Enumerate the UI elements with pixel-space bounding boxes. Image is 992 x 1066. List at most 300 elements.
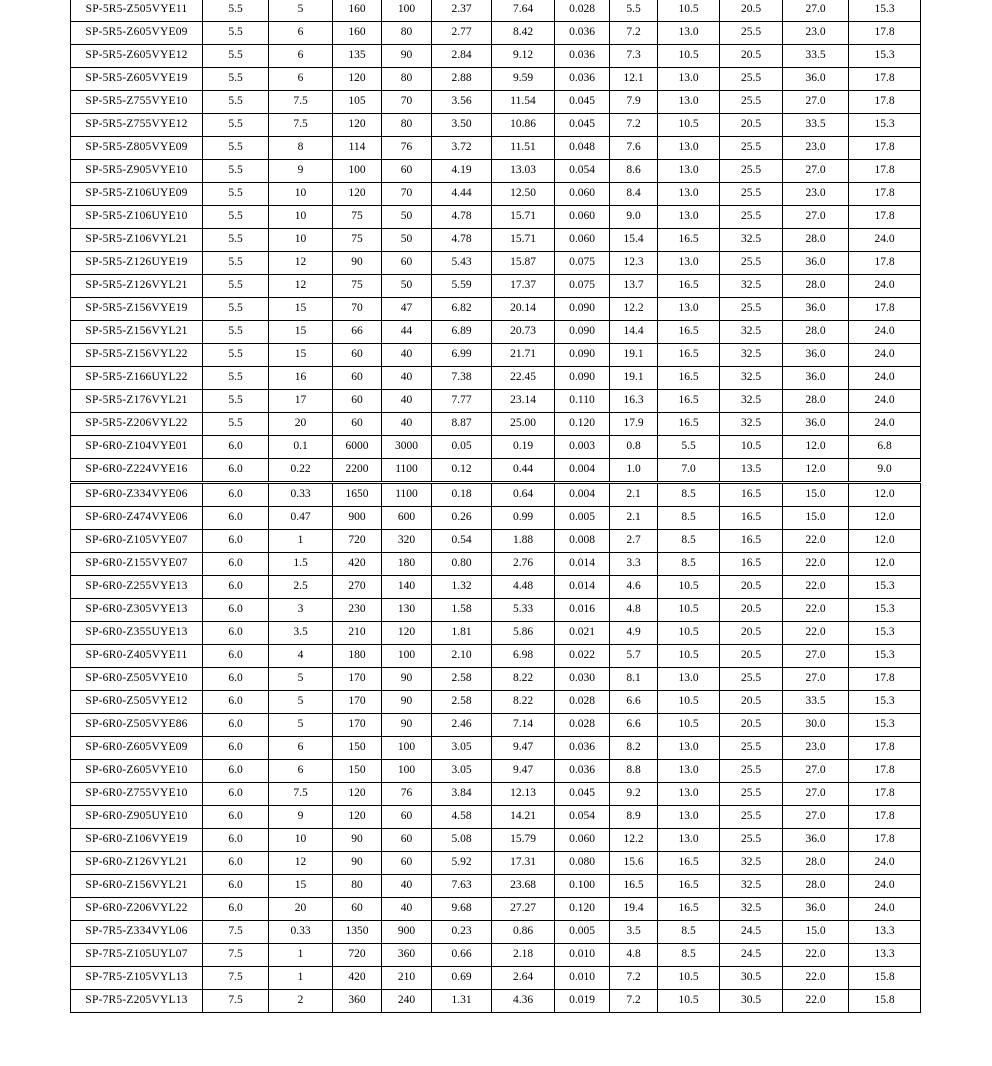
value-cell: 0.060 [555, 206, 610, 229]
value-cell: 20 [269, 898, 333, 921]
value-cell: 60 [333, 390, 382, 413]
value-cell: 17.8 [849, 206, 921, 229]
table-row [71, 829, 921, 852]
value-cell: 15.3 [849, 599, 921, 622]
value-cell: 0.8 [610, 436, 658, 459]
value-cell: 15.3 [849, 45, 921, 68]
value-cell: 3.56 [432, 91, 492, 114]
value-cell: 11.54 [492, 91, 555, 114]
value-cell: 0.86 [492, 921, 555, 944]
value-cell: 7.6 [610, 137, 658, 160]
value-cell: 420 [333, 967, 382, 990]
value-cell: 0.060 [555, 183, 610, 206]
value-cell: 15.0 [783, 921, 849, 944]
value-cell: 2.10 [432, 645, 492, 668]
part-number-cell: SP-6R0-Z755VYE10 [71, 783, 203, 806]
value-cell: 14.4 [610, 321, 658, 344]
table-row [71, 737, 921, 760]
table-row [71, 114, 921, 137]
value-cell: 28.0 [783, 321, 849, 344]
part-number-cell: SP-7R5-Z334VYL06 [71, 921, 203, 944]
value-cell: 6.0 [203, 737, 269, 760]
value-cell: 23.0 [783, 183, 849, 206]
part-number-cell: SP-7R5-Z105VYL13 [71, 967, 203, 990]
value-cell: 6.0 [203, 852, 269, 875]
value-cell: 28.0 [783, 229, 849, 252]
value-cell: 60 [333, 344, 382, 367]
value-cell: 5.86 [492, 622, 555, 645]
value-cell: 36.0 [783, 829, 849, 852]
value-cell: 11.51 [492, 137, 555, 160]
value-cell: 27.0 [783, 160, 849, 183]
value-cell: 36.0 [783, 252, 849, 275]
value-cell: 32.5 [720, 413, 783, 436]
part-number-cell: SP-5R5-Z505VYE11 [71, 0, 203, 22]
value-cell: 13.7 [610, 275, 658, 298]
value-cell: 0.33 [269, 483, 333, 507]
value-cell: 17.8 [849, 829, 921, 852]
value-cell: 19.4 [610, 898, 658, 921]
value-cell: 60 [382, 806, 432, 829]
part-number-cell: SP-6R0-Z505VYE10 [71, 668, 203, 691]
value-cell: 7.9 [610, 91, 658, 114]
table-row [71, 367, 921, 390]
value-cell: 6.0 [203, 875, 269, 898]
table-row [71, 321, 921, 344]
table-row [71, 275, 921, 298]
value-cell: 16.5 [658, 875, 720, 898]
value-cell: 8.5 [658, 944, 720, 967]
value-cell: 40 [382, 413, 432, 436]
value-cell: 2.18 [492, 944, 555, 967]
part-number-cell: SP-5R5-Z605VYE12 [71, 45, 203, 68]
value-cell: 0.110 [555, 390, 610, 413]
value-cell: 8.9 [610, 806, 658, 829]
value-cell: 7.2 [610, 990, 658, 1013]
value-cell: 15.71 [492, 206, 555, 229]
value-cell: 0.022 [555, 645, 610, 668]
value-cell: 0.05 [432, 436, 492, 459]
value-cell: 20.14 [492, 298, 555, 321]
value-cell: 60 [333, 367, 382, 390]
value-cell: 13.0 [658, 783, 720, 806]
value-cell: 4.9 [610, 622, 658, 645]
value-cell: 40 [382, 390, 432, 413]
value-cell: 25.5 [720, 160, 783, 183]
table-row [71, 622, 921, 645]
table-row [71, 990, 921, 1013]
value-cell: 4.6 [610, 576, 658, 599]
value-cell: 15.3 [849, 576, 921, 599]
value-cell: 17.8 [849, 183, 921, 206]
value-cell: 20.5 [720, 45, 783, 68]
value-cell: 17.8 [849, 760, 921, 783]
value-cell: 10.5 [658, 714, 720, 737]
value-cell: 7.5 [269, 114, 333, 137]
value-cell: 16.5 [658, 898, 720, 921]
value-cell: 15.3 [849, 0, 921, 22]
value-cell: 2.77 [432, 22, 492, 45]
value-cell: 12.0 [783, 459, 849, 483]
value-cell: 8.8 [610, 760, 658, 783]
value-cell: 60 [382, 160, 432, 183]
value-cell: 12.13 [492, 783, 555, 806]
table-row [71, 714, 921, 737]
value-cell: 0.016 [555, 599, 610, 622]
value-cell: 0.005 [555, 507, 610, 530]
value-cell: 8.5 [658, 921, 720, 944]
value-cell: 6.0 [203, 806, 269, 829]
value-cell: 3.05 [432, 760, 492, 783]
value-cell: 36.0 [783, 898, 849, 921]
value-cell: 420 [333, 553, 382, 576]
value-cell: 2.1 [610, 507, 658, 530]
value-cell: 0.036 [555, 760, 610, 783]
value-cell: 90 [333, 252, 382, 275]
value-cell: 15 [269, 298, 333, 321]
value-cell: 9 [269, 806, 333, 829]
part-number-cell: SP-6R0-Z905UYE10 [71, 806, 203, 829]
value-cell: 6 [269, 760, 333, 783]
part-number-cell: SP-6R0-Z155VYE07 [71, 553, 203, 576]
value-cell: 6000 [333, 436, 382, 459]
value-cell: 22.0 [783, 990, 849, 1013]
value-cell: 15.3 [849, 645, 921, 668]
value-cell: 4.78 [432, 229, 492, 252]
value-cell: 70 [333, 298, 382, 321]
value-cell: 10.5 [658, 45, 720, 68]
value-cell: 17.8 [849, 160, 921, 183]
value-cell: 2.88 [432, 68, 492, 91]
table-row [71, 390, 921, 413]
value-cell: 9.59 [492, 68, 555, 91]
value-cell: 210 [382, 967, 432, 990]
value-cell: 10.5 [658, 114, 720, 137]
value-cell: 70 [382, 183, 432, 206]
value-cell: 5.5 [203, 22, 269, 45]
value-cell: 15 [269, 321, 333, 344]
value-cell: 0.99 [492, 507, 555, 530]
value-cell: 25.5 [720, 22, 783, 45]
value-cell: 5 [269, 714, 333, 737]
value-cell: 25.5 [720, 137, 783, 160]
value-cell: 6.0 [203, 483, 269, 507]
value-cell: 5 [269, 0, 333, 22]
value-cell: 27.0 [783, 645, 849, 668]
value-cell: 0.1 [269, 436, 333, 459]
value-cell: 50 [382, 206, 432, 229]
table-row [71, 68, 921, 91]
value-cell: 40 [382, 898, 432, 921]
value-cell: 0.19 [492, 436, 555, 459]
value-cell: 24.0 [849, 344, 921, 367]
value-cell: 16.5 [658, 321, 720, 344]
value-cell: 10.5 [658, 0, 720, 22]
value-cell: 90 [333, 829, 382, 852]
value-cell: 2.5 [269, 576, 333, 599]
value-cell: 16.5 [658, 229, 720, 252]
value-cell: 13.0 [658, 737, 720, 760]
value-cell: 27.0 [783, 783, 849, 806]
table-row [71, 91, 921, 114]
value-cell: 1 [269, 530, 333, 553]
value-cell: 8.4 [610, 183, 658, 206]
value-cell: 0.021 [555, 622, 610, 645]
value-cell: 13.0 [658, 298, 720, 321]
value-cell: 80 [382, 114, 432, 137]
value-cell: 16.5 [658, 390, 720, 413]
value-cell: 13.03 [492, 160, 555, 183]
value-cell: 27.0 [783, 91, 849, 114]
value-cell: 32.5 [720, 875, 783, 898]
value-cell: 76 [382, 783, 432, 806]
value-cell: 22.0 [783, 553, 849, 576]
value-cell: 1.5 [269, 553, 333, 576]
value-cell: 90 [382, 668, 432, 691]
value-cell: 12.0 [849, 530, 921, 553]
value-cell: 7.2 [610, 22, 658, 45]
value-cell: 15 [269, 344, 333, 367]
part-number-cell: SP-6R0-Z474VYE06 [71, 507, 203, 530]
value-cell: 4.78 [432, 206, 492, 229]
value-cell: 20.5 [720, 645, 783, 668]
value-cell: 0.036 [555, 68, 610, 91]
value-cell: 8.1 [610, 668, 658, 691]
value-cell: 10.5 [658, 990, 720, 1013]
table-row [71, 206, 921, 229]
value-cell: 17.8 [849, 806, 921, 829]
value-cell: 20.5 [720, 714, 783, 737]
value-cell: 6.0 [203, 645, 269, 668]
value-cell: 13.0 [658, 206, 720, 229]
value-cell: 32.5 [720, 852, 783, 875]
value-cell: 230 [333, 599, 382, 622]
value-cell: 0.075 [555, 275, 610, 298]
value-cell: 0.028 [555, 691, 610, 714]
value-cell: 12.0 [849, 553, 921, 576]
part-number-cell: SP-6R0-Z206VYL22 [71, 898, 203, 921]
part-number-cell: SP-6R0-Z105VYE07 [71, 530, 203, 553]
value-cell: 5.5 [203, 252, 269, 275]
value-cell: 0.010 [555, 967, 610, 990]
part-number-cell: SP-6R0-Z505VYE12 [71, 691, 203, 714]
value-cell: 16.5 [720, 507, 783, 530]
table-row [71, 852, 921, 875]
value-cell: 5.5 [203, 68, 269, 91]
value-cell: 6.89 [432, 321, 492, 344]
value-cell: 17.8 [849, 22, 921, 45]
part-number-cell: SP-5R5-Z206VYL22 [71, 413, 203, 436]
value-cell: 170 [333, 714, 382, 737]
value-cell: 15.4 [610, 229, 658, 252]
parts-table-body [71, 0, 921, 1013]
value-cell: 16.5 [658, 275, 720, 298]
value-cell: 17.8 [849, 137, 921, 160]
value-cell: 6.0 [203, 898, 269, 921]
table-row [71, 45, 921, 68]
part-number-cell: SP-6R0-Z505VYE86 [71, 714, 203, 737]
value-cell: 3.50 [432, 114, 492, 137]
value-cell: 23.0 [783, 22, 849, 45]
value-cell: 0.003 [555, 436, 610, 459]
value-cell: 2.46 [432, 714, 492, 737]
value-cell: 0.005 [555, 921, 610, 944]
value-cell: 9.68 [432, 898, 492, 921]
value-cell: 1100 [382, 483, 432, 507]
value-cell: 0.060 [555, 229, 610, 252]
value-cell: 12.2 [610, 298, 658, 321]
value-cell: 12.50 [492, 183, 555, 206]
value-cell: 3.84 [432, 783, 492, 806]
value-cell: 22.0 [783, 944, 849, 967]
table-row [71, 898, 921, 921]
part-number-cell: SP-5R5-Z156VYL22 [71, 344, 203, 367]
value-cell: 0.030 [555, 668, 610, 691]
value-cell: 6.0 [203, 668, 269, 691]
value-cell: 25.5 [720, 183, 783, 206]
value-cell: 7.14 [492, 714, 555, 737]
value-cell: 25.5 [720, 737, 783, 760]
value-cell: 9.0 [849, 459, 921, 483]
value-cell: 24.5 [720, 944, 783, 967]
value-cell: 36.0 [783, 344, 849, 367]
value-cell: 16.5 [720, 530, 783, 553]
value-cell: 13.0 [658, 806, 720, 829]
value-cell: 27.27 [492, 898, 555, 921]
value-cell: 5.5 [658, 436, 720, 459]
value-cell: 13.0 [658, 137, 720, 160]
value-cell: 28.0 [783, 875, 849, 898]
value-cell: 0.18 [432, 483, 492, 507]
value-cell: 20.73 [492, 321, 555, 344]
value-cell: 66 [333, 321, 382, 344]
value-cell: 600 [382, 507, 432, 530]
value-cell: 60 [382, 829, 432, 852]
value-cell: 28.0 [783, 275, 849, 298]
value-cell: 3.05 [432, 737, 492, 760]
value-cell: 12 [269, 252, 333, 275]
table-row [71, 0, 921, 22]
value-cell: 5.33 [492, 599, 555, 622]
value-cell: 6 [269, 737, 333, 760]
value-cell: 7.38 [432, 367, 492, 390]
value-cell: 17 [269, 390, 333, 413]
value-cell: 320 [382, 530, 432, 553]
value-cell: 2.37 [432, 0, 492, 22]
value-cell: 0.23 [432, 921, 492, 944]
value-cell: 8.42 [492, 22, 555, 45]
value-cell: 0.014 [555, 553, 610, 576]
part-number-cell: SP-6R0-Z224VYE16 [71, 459, 203, 483]
value-cell: 2.64 [492, 967, 555, 990]
part-number-cell: SP-5R5-Z156VYE19 [71, 298, 203, 321]
value-cell: 20.5 [720, 599, 783, 622]
part-number-cell: SP-5R5-Z166UYL22 [71, 367, 203, 390]
value-cell: 17.8 [849, 252, 921, 275]
value-cell: 24.0 [849, 367, 921, 390]
value-cell: 75 [333, 275, 382, 298]
value-cell: 5.5 [203, 390, 269, 413]
value-cell: 8.5 [658, 530, 720, 553]
value-cell: 19.1 [610, 344, 658, 367]
value-cell: 5.43 [432, 252, 492, 275]
value-cell: 0.69 [432, 967, 492, 990]
value-cell: 5.5 [203, 0, 269, 22]
table-row [71, 783, 921, 806]
part-number-cell: SP-5R5-Z156VYL21 [71, 321, 203, 344]
value-cell: 6 [269, 22, 333, 45]
value-cell: 0.54 [432, 530, 492, 553]
value-cell: 25.5 [720, 91, 783, 114]
value-cell: 40 [382, 344, 432, 367]
value-cell: 240 [382, 990, 432, 1013]
value-cell: 360 [333, 990, 382, 1013]
value-cell: 4.8 [610, 944, 658, 967]
value-cell: 6.6 [610, 714, 658, 737]
value-cell: 720 [333, 944, 382, 967]
value-cell: 13.0 [658, 22, 720, 45]
value-cell: 6.0 [203, 459, 269, 483]
value-cell: 9.12 [492, 45, 555, 68]
table-row [71, 530, 921, 553]
value-cell: 0.12 [432, 459, 492, 483]
value-cell: 150 [333, 760, 382, 783]
value-cell: 4.44 [432, 183, 492, 206]
value-cell: 60 [333, 413, 382, 436]
value-cell: 6.99 [432, 344, 492, 367]
value-cell: 10 [269, 829, 333, 852]
value-cell: 0.120 [555, 898, 610, 921]
value-cell: 2.58 [432, 668, 492, 691]
value-cell: 7.3 [610, 45, 658, 68]
value-cell: 8.5 [658, 507, 720, 530]
value-cell: 12 [269, 852, 333, 875]
value-cell: 0.045 [555, 91, 610, 114]
value-cell: 36.0 [783, 68, 849, 91]
value-cell: 50 [382, 275, 432, 298]
value-cell: 17.8 [849, 298, 921, 321]
value-cell: 75 [333, 229, 382, 252]
table-row [71, 160, 921, 183]
value-cell: 0.090 [555, 321, 610, 344]
value-cell: 8.87 [432, 413, 492, 436]
value-cell: 32.5 [720, 390, 783, 413]
value-cell: 8 [269, 137, 333, 160]
value-cell: 16.5 [658, 367, 720, 390]
value-cell: 25.5 [720, 668, 783, 691]
value-cell: 5.5 [203, 229, 269, 252]
value-cell: 4.48 [492, 576, 555, 599]
value-cell: 22.0 [783, 530, 849, 553]
table-row [71, 576, 921, 599]
value-cell: 100 [382, 737, 432, 760]
value-cell: 1350 [333, 921, 382, 944]
value-cell: 0.22 [269, 459, 333, 483]
value-cell: 10 [269, 229, 333, 252]
value-cell: 15.8 [849, 967, 921, 990]
value-cell: 120 [333, 114, 382, 137]
table-row [71, 875, 921, 898]
value-cell: 2.76 [492, 553, 555, 576]
table-row [71, 553, 921, 576]
value-cell: 10.5 [658, 576, 720, 599]
value-cell: 7.64 [492, 0, 555, 22]
value-cell: 27.0 [783, 760, 849, 783]
value-cell: 17.31 [492, 852, 555, 875]
value-cell: 24.5 [720, 921, 783, 944]
table-row [71, 413, 921, 436]
value-cell: 0.060 [555, 829, 610, 852]
